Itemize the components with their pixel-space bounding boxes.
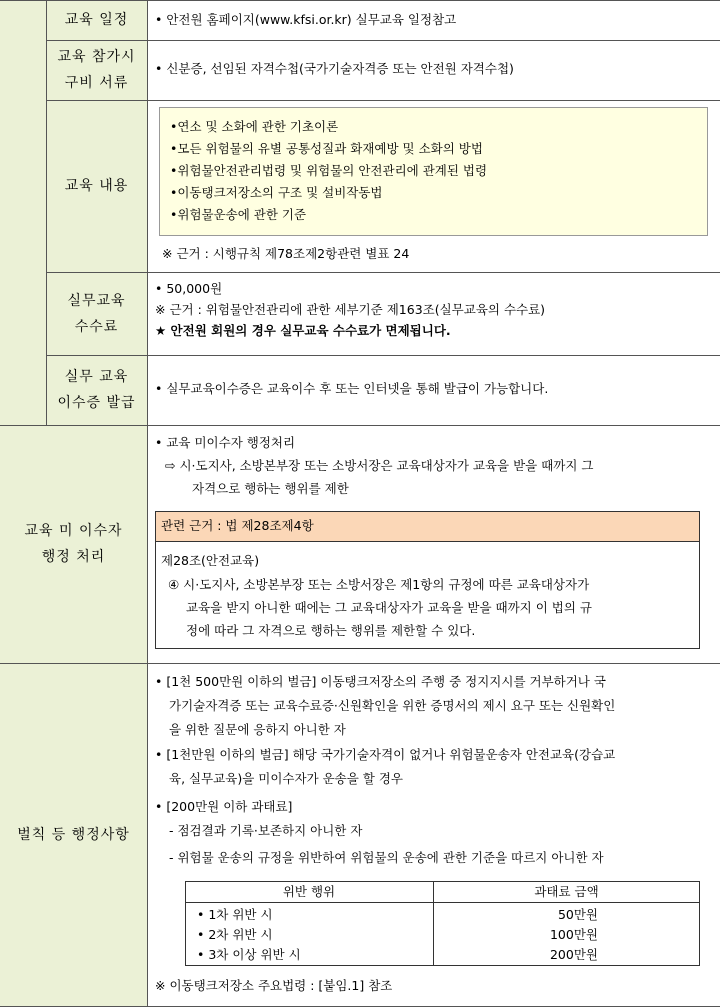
law-line: 교육을 받지 아니한 때에는 그 교육대상자가 교육을 받을 때까지 이 법의 규: [186, 600, 592, 615]
label-fee-line-2: 수수료: [74, 318, 119, 335]
fine-table-amount: 50만원: [557, 907, 598, 922]
non-completion-bullet: • 교육 미이수자 행정처리: [155, 435, 296, 450]
fee-exempt-notice: ★ 안전원 회원의 경우 실무교육 수수료가 면제됩니다.: [155, 323, 451, 338]
penalty-line: • [200만원 이하 과태료]: [155, 799, 293, 814]
fine-table-violation: • 1차 위반 시: [197, 907, 273, 922]
fine-table-header-fine: 과태료 금액: [534, 884, 599, 899]
label-certificate: [46, 355, 147, 425]
content-item: •이동탱크저장소의 구조 및 설비작동법: [170, 185, 383, 200]
fine-table-violation: • 3차 이상 위반 시: [197, 947, 301, 962]
penalty-line: 육, 실무교육)을 미이수자가 운송을 할 경우: [169, 771, 403, 786]
schedule-text: • 안전원 홈페이지(www.kfsi.or.kr) 실무교육 일정참고: [155, 12, 457, 27]
label-documents: [46, 40, 147, 100]
law-title: 제28조(안전교육): [161, 553, 260, 568]
label-schedule: 교육 일정: [64, 12, 129, 28]
content-item: •모든 위험물의 유별 공통성질과 화재예방 및 소화의 방법: [170, 141, 483, 156]
content-item: •위험물안전관리법령 및 위험물의 안전관리에 관계된 법령: [170, 163, 488, 178]
law-line: 정에 따라 그 자격으로 행하는 행위를 제한할 수 있다.: [186, 623, 476, 638]
penalty-note: ※ 이동탱크저장소 주요법령 : [붙임.1] 참조: [155, 978, 393, 993]
penalty-sub-line: - 위험물 운송의 규정을 위반하여 위험물의 운송에 관한 기준을 따르지 아니한 자: [169, 850, 604, 865]
label-certificate-line-1: 실무 교육: [64, 369, 129, 385]
left-strip-top: [0, 0, 46, 425]
penalty-line: • [1천만원 이하의 벌금] 해당 국가기술자격이 없거나 위험물운송자 안전교육(강습교: [155, 747, 616, 762]
label-fee: [46, 272, 147, 355]
non-completion-arrow-line: 자격으로 행하는 행위를 제한: [192, 481, 349, 496]
label-non-completion: [0, 425, 147, 663]
label-documents-line-2: 구비 서류: [64, 75, 129, 91]
label-non-completion-line-1: 교육 미 이수자: [24, 523, 123, 539]
fine-table-header-line: [185, 902, 700, 903]
label-penalties: 벌칙 등 행정사항: [17, 827, 130, 843]
penalty-line: • [1천 500만원 이하의 벌금] 이동탱크저장소의 주행 중 정지지시를 거부하거나 국: [155, 674, 606, 689]
fine-table-amount: 200만원: [549, 947, 598, 962]
label-certificate-line-2: 이수증 발급: [57, 395, 136, 411]
non-completion-arrow-line: ⇨ 시·도지사, 소방본부장 또는 소방서장은 교육대상자가 교육을 받을 때까지 그: [165, 458, 594, 473]
fine-table-violation: • 2차 위반 시: [197, 927, 273, 942]
fine-table-amount: 100만원: [549, 927, 598, 942]
law-line: ④ 시·도지사, 소방본부장 또는 소방서장은 제1항의 규정에 따른 교육대상자가: [168, 577, 590, 592]
label-fee-line-1: 실무교육: [67, 292, 126, 309]
grid-line: [147, 0, 148, 1007]
label-documents-line-1: 교육 참가시: [57, 49, 136, 65]
penalty-line: 을 위한 질문에 응하지 아니한 자: [169, 722, 346, 737]
content-note: ※ 근거 : 시행규칙 제78조제2항관련 별표 24: [162, 246, 410, 261]
content-item: •연소 및 소화에 관한 기초이론: [170, 119, 339, 134]
documents-text: • 신분증, 선임된 자격수첩(국가기술자격증 또는 안전원 자격수첩): [155, 61, 514, 76]
penalty-sub-line: - 점검결과 기록·보존하지 아니한 자: [169, 823, 363, 838]
fee-amount: • 50,000원: [155, 281, 223, 296]
content-item: •위험물운송에 관한 기준: [170, 207, 307, 222]
law-header: 관련 근거 : 법 제28조제4항: [161, 518, 314, 533]
penalty-line: 가기술자격증 또는 교육수료증·신원확인을 위한 증명서의 제시 요구 또는 신원확인: [169, 698, 616, 713]
certificate-text: • 실무교육이수증은 교육이수 후 또는 인터넷을 통해 발급이 가능합니다.: [155, 381, 549, 396]
fine-table-header-violation: 위반 행위: [282, 884, 336, 899]
label-non-completion-line-2: 행정 처리: [41, 549, 106, 565]
label-content: 교육 내용: [64, 178, 129, 194]
fee-note: ※ 근거 : 위험물안전관리에 관한 세부기준 제163조(실무교육의 수수료): [155, 302, 546, 317]
